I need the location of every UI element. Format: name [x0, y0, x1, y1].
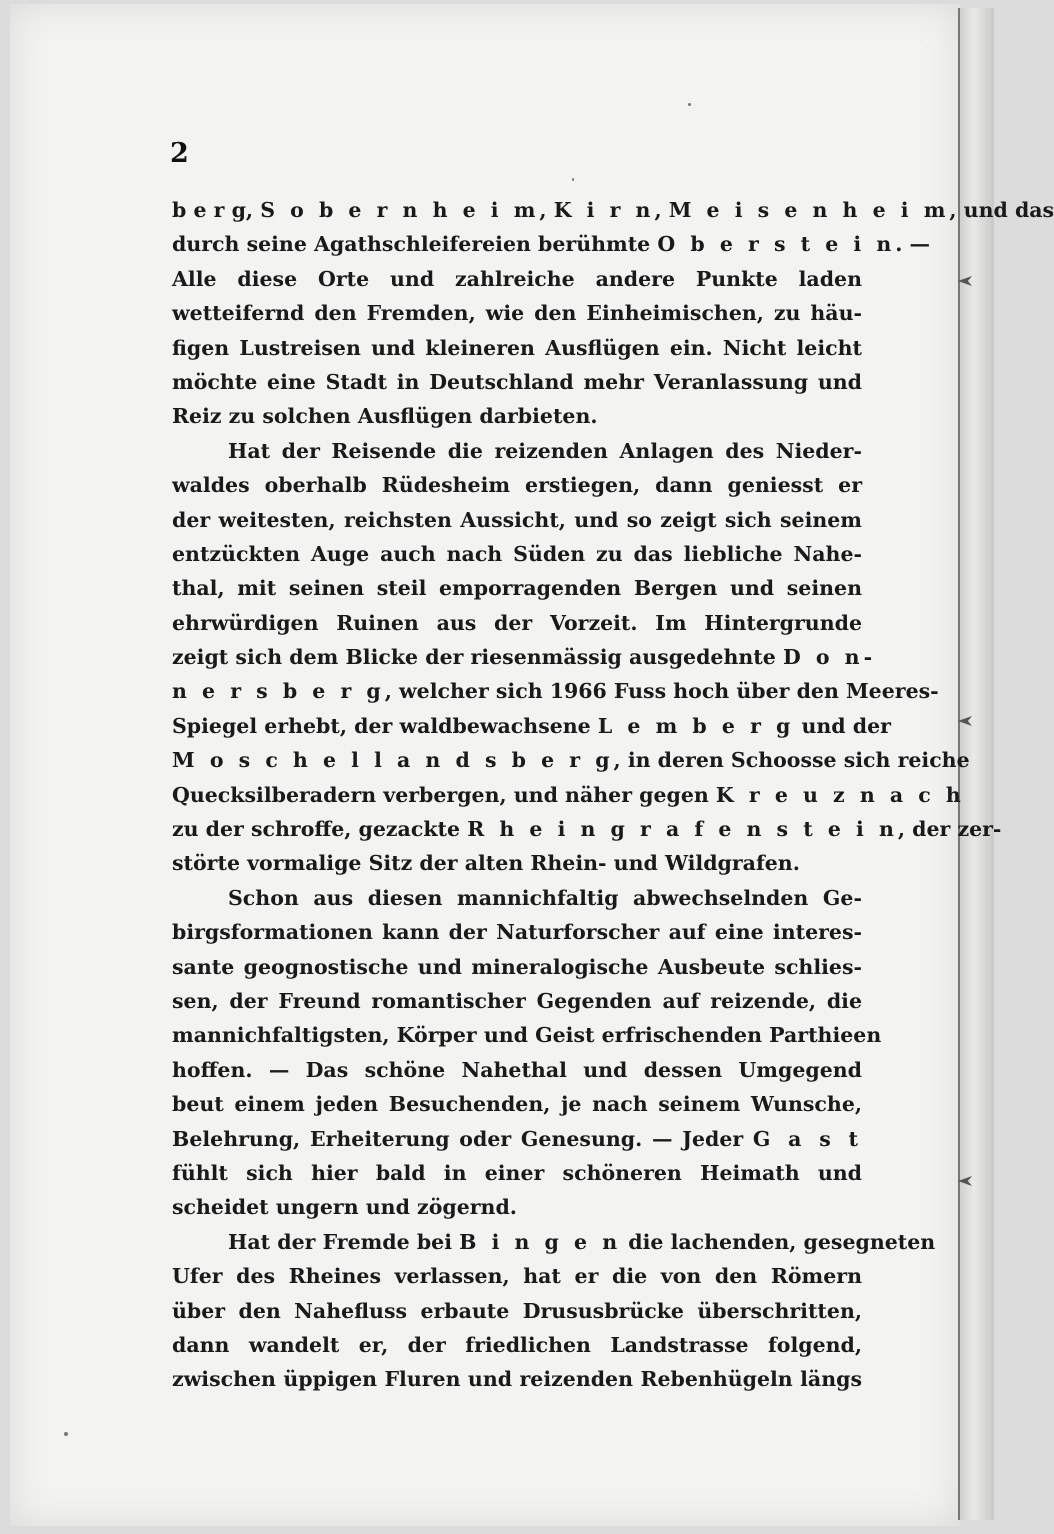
spaced-name: B i n g e n — [459, 1229, 622, 1254]
spaced-name: K i r n — [553, 198, 655, 222]
text-run: entzückten Auge auch nach Süden zu das liebliche Nahe- — [172, 541, 862, 566]
text-run: Quecksilberadern verbergen, und näher gegen — [172, 782, 716, 807]
text-line — [172, 1190, 862, 1224]
paper-speck — [64, 1432, 68, 1436]
text-line — [172, 950, 862, 984]
text-run: die lachenden, gesegneten — [621, 1229, 936, 1254]
text-run: zeigt sich dem Blicke der riesenmässig ausgedehnte — [172, 645, 783, 670]
text-run: Hat der Fremde bei — [228, 1229, 460, 1254]
text-run: Schon aus diesen mannichfaltig abwechselnden Ge- — [228, 885, 862, 910]
text-line — [172, 743, 970, 777]
text-run: zu der schroffe, gezackte — [172, 817, 468, 842]
spaced-name: G a s t — [752, 1126, 862, 1151]
text-line — [172, 193, 1054, 227]
text-line — [172, 674, 939, 708]
text-line — [172, 640, 877, 674]
spaced-name: D o n- — [782, 645, 877, 670]
text-run: störte vormalige Sitz der alten Rhein- und Wildgrafen. — [172, 851, 800, 876]
text-run: durch seine Agathschleifereien berühmte — [172, 232, 658, 257]
text-line — [172, 503, 862, 537]
text-line — [172, 1294, 862, 1328]
text-line — [172, 1122, 862, 1156]
text-line — [172, 812, 1002, 846]
text-line — [172, 1328, 862, 1362]
text-run: , und das — [949, 198, 1054, 222]
text-line — [172, 1053, 862, 1087]
text-line — [172, 331, 862, 365]
text-line — [172, 537, 862, 571]
text-run: der weitesten, reichsten Aussicht, und so zeigt sich seinem — [172, 507, 862, 532]
text-run: Reiz zu solchen Ausflügen darbieten. — [172, 404, 598, 429]
text-line — [172, 1156, 862, 1190]
text-run: , in deren Schoosse sich reiche — [613, 748, 970, 773]
text-run: scheidet ungern und zögernd. — [172, 1195, 517, 1220]
text-run: sante geognostische und mineralogische Ausbeute schlies- — [172, 954, 862, 979]
text-line — [172, 365, 862, 399]
text-line — [172, 434, 862, 468]
text-run: , — [539, 198, 554, 222]
text-line — [172, 984, 862, 1018]
spaced-name: M e i s e n h e i m — [668, 198, 950, 222]
text-run: dann wandelt er, der friedlichen Landstrasse folgend, — [172, 1332, 862, 1357]
text-run: figen Lustreisen und kleineren Ausflügen ein. Nicht leicht — [172, 335, 862, 360]
text-line — [172, 881, 862, 915]
text-run: Belehrung, Erheiterung oder Genesung. — Jeder — [172, 1126, 753, 1151]
paper-speck — [688, 103, 691, 106]
spaced-name: R h e i n g r a f e n s t e i n — [467, 817, 898, 842]
text-run: birgsformationen kann der Naturforscher auf eine interes- — [172, 920, 862, 945]
text-run: ehrwürdigen Ruinen aus der Vorzeit. Im Hintergrunde — [172, 610, 862, 635]
text-run: , welcher sich 1966 Fuss hoch über den Meeres- — [384, 679, 939, 704]
text-run: fühlt sich hier bald in einer schöneren Heimath und — [172, 1160, 862, 1185]
text-line — [172, 606, 862, 640]
text-line — [172, 1018, 882, 1052]
text-run: waldes oberhalb Rüdesheim erstiegen, dann geniesst er — [172, 473, 862, 498]
text-run: , — [654, 198, 669, 222]
text-run: . — — [895, 232, 931, 257]
text-run: mannichfaltigsten, Körper und Geist erfrischenden Parthieen — [172, 1023, 882, 1048]
text-run: wetteifernd den Fremden, wie den Einheimischen, zu häu- — [172, 301, 862, 326]
text-line — [172, 1362, 862, 1396]
body-text — [172, 193, 1054, 1397]
text-run: Hat der Reisende die reizenden Anlagen des Nieder- — [228, 438, 862, 463]
text-run: b e r g, — [172, 198, 261, 222]
text-line — [172, 296, 862, 330]
text-line — [172, 1225, 936, 1259]
text-line — [172, 1259, 862, 1293]
text-line — [172, 571, 862, 605]
spaced-name: K r e u z n a c h — [715, 782, 965, 807]
text-run: zwischen üppigen Fluren und reizenden Rebenhügeln längs — [172, 1367, 862, 1392]
spaced-name: L e m b e r g — [597, 713, 795, 738]
text-line — [172, 262, 862, 296]
text-run: thal, mit seinen steil emporragenden Bergen und seinen — [172, 576, 862, 601]
text-line — [172, 709, 891, 743]
spaced-name: O b e r s t e i n — [657, 232, 896, 257]
text-run: Spiegel erhebt, der waldbewachsene — [172, 713, 598, 738]
text-run: und der — [794, 713, 891, 738]
paper-speck — [572, 178, 574, 181]
text-run: Alle diese Orte und zahlreiche andere Punkte laden — [172, 266, 862, 291]
text-run: , der zer- — [897, 817, 1002, 842]
text-run: hoffen. — Das schöne Nahethal und dessen Umgegend — [172, 1057, 862, 1082]
spaced-name: M o s c h e l l a n d s b e r g — [172, 748, 614, 773]
text-line — [172, 399, 862, 433]
text-run: möchte eine Stadt in Deutschland mehr Veranlassung und — [172, 369, 862, 394]
text-line — [172, 468, 862, 502]
text-line — [172, 778, 965, 812]
text-line — [172, 227, 931, 261]
text-run: über den Nahefluss erbaute Drususbrücke überschritten, — [172, 1298, 862, 1323]
text-line — [172, 915, 862, 949]
text-line — [172, 1087, 862, 1121]
page-number: 2 — [170, 138, 189, 169]
spaced-name: n e r s b e r g — [172, 679, 385, 704]
spaced-name: S o b e r n h e i m — [260, 198, 540, 222]
text-run: Ufer des Rheines verlassen, hat er die von den Römern — [172, 1264, 862, 1289]
text-line — [172, 846, 862, 880]
text-run: beut einem jeden Besuchenden, je nach seinem Wunsche, — [172, 1092, 862, 1117]
text-run: sen, der Freund romantischer Gegenden auf reizende, die — [172, 988, 862, 1013]
